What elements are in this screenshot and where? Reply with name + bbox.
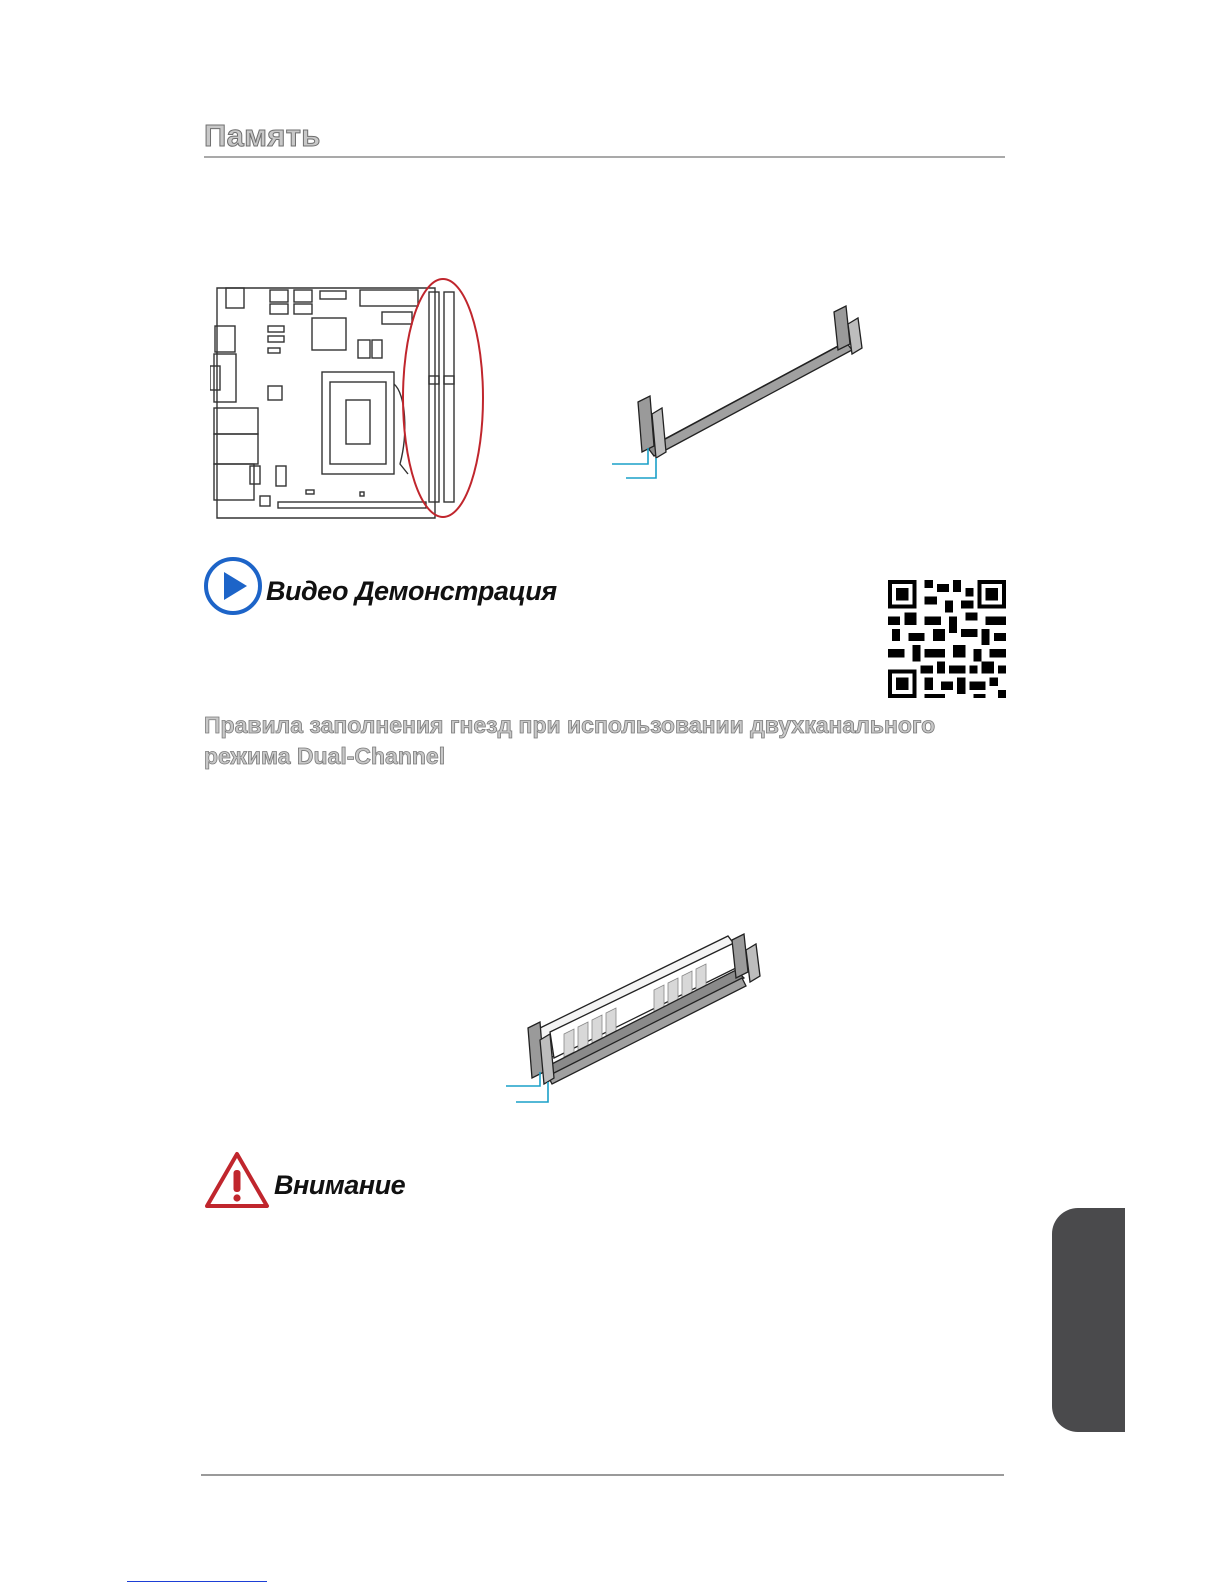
video-demo-title[interactable]: Видео Демонстрация	[266, 576, 557, 606]
side-tab	[1052, 1208, 1125, 1432]
page-title: Память	[204, 118, 321, 153]
dual-channel-heading: Правила заполнения гнезд при использовании двухканального режима Dual-Channel	[204, 712, 936, 769]
warning-icon	[203, 1150, 271, 1210]
qr-code	[888, 580, 1006, 698]
motherboard-diagram	[210, 274, 490, 524]
bottom-divider	[201, 1474, 1004, 1476]
dimm-slot-illustration	[608, 296, 878, 486]
footer-link-underline[interactable]	[127, 1581, 267, 1582]
play-icon[interactable]	[203, 556, 263, 616]
title-divider	[204, 156, 1005, 158]
dimm-module-illustration	[500, 928, 770, 1108]
warning-title: Внимание	[274, 1170, 406, 1200]
